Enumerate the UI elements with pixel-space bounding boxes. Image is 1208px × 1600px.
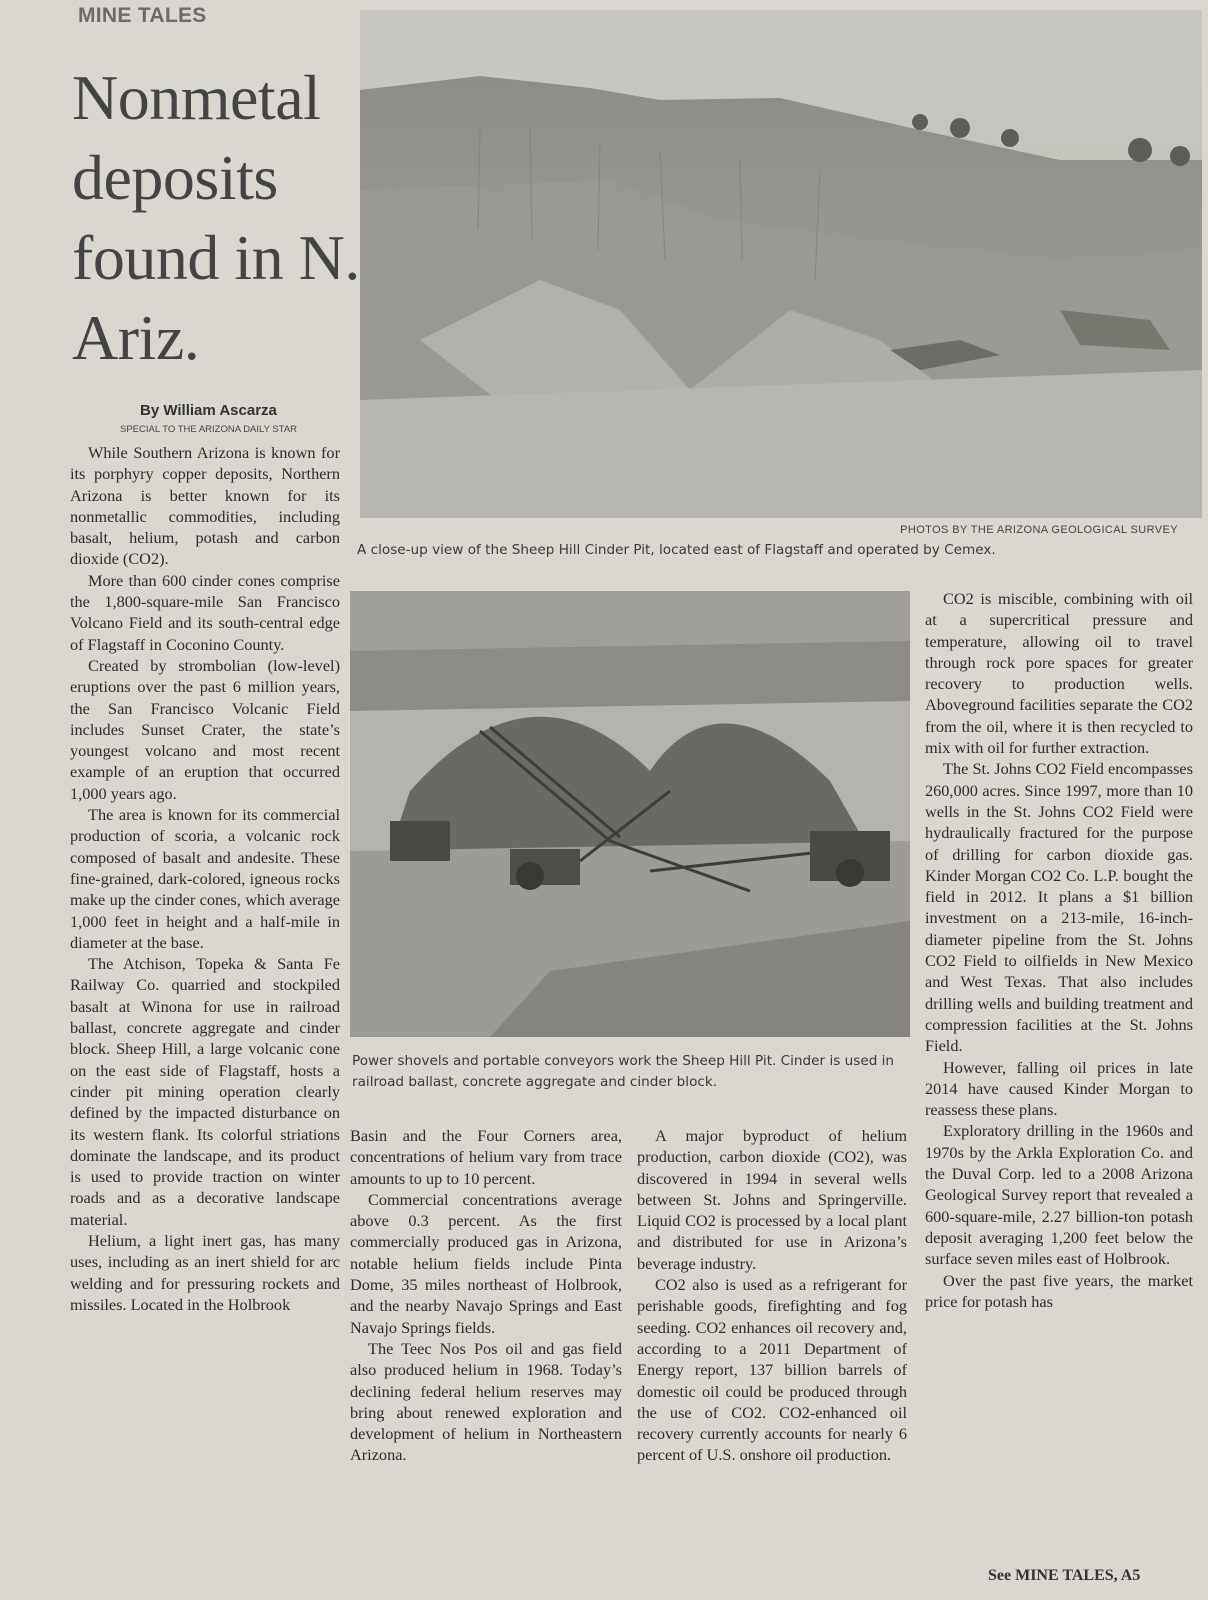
article-column-1 <box>70 442 340 1315</box>
jump-line: See MINE TALES, A5 <box>988 1567 1141 1584</box>
paragraph: More than 600 cinder cones comprise the 1,800-square-mile San Francisco Volcano Field and its south-central edge of Flagstaff in Coconino County. <box>70 570 340 654</box>
paragraph: CO2 is miscible, combining with oil at a supercritical pressure and temperature, allowing oil to travel through rock pore spaces for greater recovery to production wells. Aboveground facilities separate the CO2 from the oil, where it is then recycled to mix with oil for further extraction. <box>925 589 1193 758</box>
paragraph: The Teec Nos Pos oil and gas field also produced helium in 1968. Today’s declining federal helium reserves may bring about renewed exploration and development of helium in Northeastern Arizona. <box>350 1338 622 1465</box>
article-column-2 <box>350 1125 622 1466</box>
cinder-pit-photo <box>360 10 1202 518</box>
paragraph: Exploratory drilling in the 1960s and 1970s by the Arkla Exploration Co. and the Duval Corp. led to a 2008 Arizona Geological Survey report that revealed a 600-square-mile, 2.27 billion-ton potash deposit averaging 1,200 feet below the surface seven miles east of Holbrook. <box>925 1121 1193 1269</box>
paragraph: A major byproduct of helium production, carbon dioxide (CO2), was discovered in 1994 in several wells between St. Johns and Springerville. Liquid CO2 is processed by a local plant and distributed for use in Arizona’s beverage industry. <box>637 1126 907 1273</box>
paragraph: Helium, a light inert gas, has many uses, including as an inert shield for arc welding and for pressuring rockets and missiles. Located in the Holbrook <box>70 1230 340 1314</box>
paragraph: The St. Johns CO2 Field encompasses 260,000 acres. Since 1997, more than 10 wells in the St. Johns CO2 Field were hydraulically fractured for the purpose of drilling for carbon dioxide gas. Kinder Morgan CO2 Co. L.P. bought the field in 2012. It plans a $1 billion investment on a 213-mile, 16-inch-diameter pipeline from the St. Johns CO2 Field to oilfields in New Mexico and West Texas. That also includes drilling wells and building treatment and compression facilities at the St. Johns Field. <box>925 759 1193 1056</box>
cinder-pit-photo-art <box>360 10 1202 518</box>
byline-credit: SPECIAL TO THE ARIZONA DAILY STAR <box>120 424 298 435</box>
paragraph: CO2 also is used as a refrigerant for perishable goods, firefighting and fog seeding. CO2 enhances oil recovery and, according to a 2011 Department of Energy report, 137 billion barrels of domestic oil could be produced through the use of CO2. CO2-enhanced oil recovery currently accounts for nearly 6 percent of U.S. onshore oil production. <box>637 1275 907 1465</box>
top-photo-caption: A close-up view of the Sheep Hill Cinder Pit, located east of Flagstaff and operated by Cemex. <box>357 542 996 558</box>
paragraph: Over the past five years, the market price for potash has <box>925 1270 1193 1311</box>
paragraph: The area is known for its commercial production of scoria, a volcanic rock composed of basalt and andesite. These fine-grained, dark-colored, igneous rocks make up the cinder cones, which average 1,000 feet in height and a half-mile in diameter at the base. <box>70 805 340 952</box>
paragraph: However, falling oil prices in late 2014 have caused Kinder Morgan to reassess these plans. <box>925 1057 1193 1120</box>
section-kicker: MINE TALES <box>78 4 207 27</box>
paragraph: Created by strombolian (low-level) eruptions over the past 6 million years, the San Francisco Volcanic Field includes Sunset Crater, the state’s youngest volcano and most recent example of an eruption that occurred 1,000 years ago. <box>70 655 340 803</box>
paragraph: Commercial concentrations average above 0.3 percent. As the first commercially produced gas in Arizona, notable helium fields include Pinta Dome, 35 miles northeast of Holbrook, and the nearby Navajo Springs and East Navajo Springs fields. <box>350 1189 622 1337</box>
conveyor-photo-art <box>350 591 910 1037</box>
article-column-3 <box>637 1125 907 1466</box>
byline: By William Ascarza <box>140 402 277 419</box>
middle-photo-caption: Power shovels and portable conveyors work the Sheep Hill Pit. Cinder is used in railroad ballast, concrete aggregate and cinder block. <box>352 1053 895 1090</box>
photo-credit: PHOTOS BY THE ARIZONA GEOLOGICAL SURVEY <box>900 524 1178 536</box>
headline: Nonmetal deposits found in N. Ariz. <box>72 62 360 373</box>
conveyor-photo <box>350 591 910 1037</box>
paragraph: The Atchison, Topeka & Santa Fe Railway Co. quarried and stockpiled basalt at Winona for use in railroad ballast, concrete aggregate and cinder block. Sheep Hill, a large volcanic cone on the east side of Flagstaff, hosts a cinder pit mining operation clearly defined by the impacted disturbance on its western flank. Its colorful striations dominate the landscape, and its product is used to provide traction on winter roads and as a decorative landscape material. <box>70 954 340 1229</box>
paragraph: While Southern Arizona is known for its porphyry copper deposits, Northern Arizona is better known for its nonmetallic commodities, including basalt, helium, potash and carbon dioxide (CO2). <box>70 443 340 569</box>
paragraph: Basin and the Four Corners area, concentrations of helium vary from trace amounts to up to 10 percent. <box>350 1126 622 1188</box>
article-column-4 <box>925 588 1193 1312</box>
